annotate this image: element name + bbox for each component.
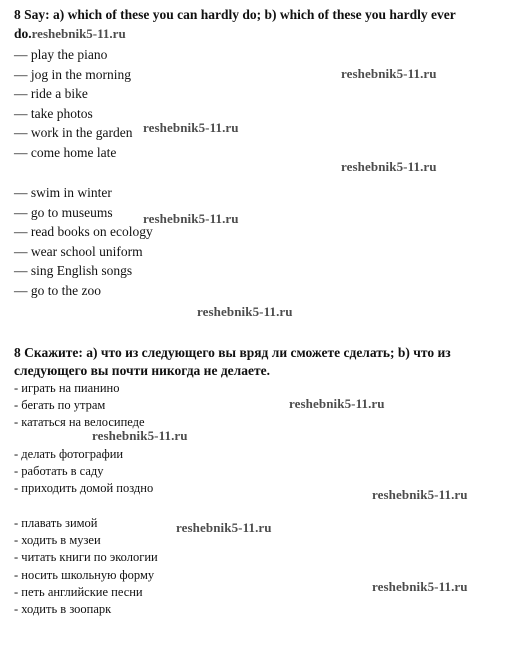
list-item-en-b-6: — go to the zoo bbox=[14, 283, 101, 298]
list-item-en-a-3: — ride a bike bbox=[14, 86, 88, 102]
list-item-ru-a-3: - кататься на велосипеде bbox=[14, 415, 145, 430]
list-item-en-b-4: — wear school uniform bbox=[14, 243, 143, 259]
watermark: reshebnik5-11.ru bbox=[197, 304, 293, 319]
watermark: reshebnik5-11.ru bbox=[143, 211, 239, 226]
watermark: reshebnik5-11.ru bbox=[372, 487, 468, 502]
list-item-ru-b-4: - носить школьную форму bbox=[14, 567, 155, 582]
list-item-ru-b-2: - ходить в музеи bbox=[14, 533, 101, 548]
watermark: reshebnik5-11.ru bbox=[372, 579, 468, 594]
list-item-ru-a-5: - работать в саду bbox=[14, 464, 104, 479]
watermark: reshebnik5-11.ru bbox=[341, 159, 437, 174]
watermark: reshebnik5-11.ru bbox=[176, 520, 272, 535]
watermark: reshebnik5-11.ru bbox=[31, 26, 126, 41]
watermark: reshebnik5-11.ru bbox=[341, 66, 437, 81]
list-item-en-b-1: — swim in winter bbox=[14, 185, 112, 200]
list-item-ru-a-2: - бегать по утрам bbox=[14, 398, 106, 413]
list-item-ru-b-1: - плавать зимой bbox=[14, 516, 98, 530]
list-item-en-a-6: — come home late bbox=[14, 145, 117, 160]
list-item-en-a-4: — take photos bbox=[14, 105, 93, 121]
watermark: reshebnik5-11.ru bbox=[143, 120, 239, 135]
list-item-ru-b-6: - ходить в зоопарк bbox=[14, 602, 112, 616]
list-item-en-a-5: — work in the garden bbox=[14, 125, 133, 141]
list-item-en-a-1: — play the piano bbox=[14, 47, 108, 62]
exercise-heading-en-line2 bbox=[14, 25, 126, 43]
list-item-en-b-5: — sing English songs bbox=[14, 263, 133, 279]
watermark: reshebnik5-11.ru bbox=[92, 428, 188, 443]
list-item-en-b-2: — go to museums bbox=[14, 204, 113, 220]
list-item-ru-b-5: - петь английские песни bbox=[14, 584, 143, 599]
list-item-en-a-2: — jog in the morning bbox=[14, 66, 131, 82]
watermark: reshebnik5-11.ru bbox=[289, 396, 385, 411]
list-item-en-b-3: — read books on ecology bbox=[14, 224, 153, 240]
exercise-heading-en-line1: 8 Say: a) which of these you can hardly do; b) which of these you hardly ever bbox=[14, 7, 456, 22]
exercise-heading-ru-line1: 8 Скажите: а) что из следующего вы вряд ли сможете сделать; b) что из bbox=[14, 345, 451, 360]
list-item-ru-a-6: - приходить домой поздно bbox=[14, 481, 154, 496]
exercise-heading-ru-line2: следующего вы почти никогда не делаете. bbox=[14, 363, 270, 378]
heading-en-tail: do. bbox=[14, 26, 32, 41]
list-item-ru-b-3: - читать книги по экологии bbox=[14, 550, 158, 565]
list-item-ru-a-1: - играть на пианино bbox=[14, 381, 120, 395]
list-item-ru-a-4: - делать фотографии bbox=[14, 447, 124, 461]
